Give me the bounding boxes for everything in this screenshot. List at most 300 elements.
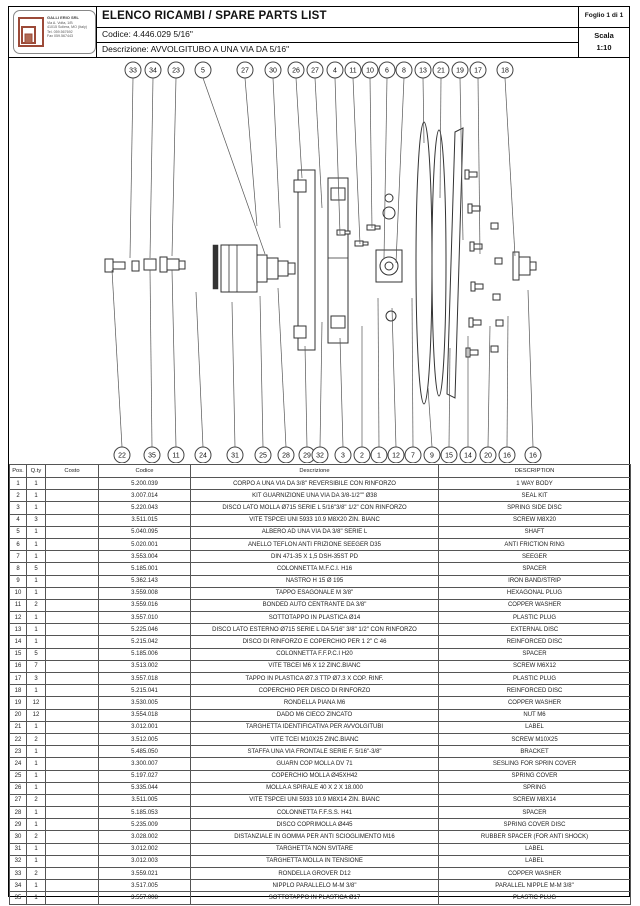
table-cell: SCREW M6X12 bbox=[439, 660, 631, 672]
table-cell: 12 bbox=[27, 709, 46, 721]
table-cell: DIN 471-35 X 1,5 DSH-35ST PD bbox=[191, 551, 439, 563]
table-row bbox=[10, 880, 631, 892]
table-cell bbox=[46, 624, 99, 636]
table-cell: 1 bbox=[27, 612, 46, 624]
table-row bbox=[10, 575, 631, 587]
table-cell bbox=[46, 794, 99, 806]
table-cell: 1 bbox=[27, 782, 46, 794]
table-cell: 3 bbox=[27, 514, 46, 526]
header-divider-left bbox=[96, 7, 97, 57]
table-cell: 2 bbox=[27, 831, 46, 843]
balloon-31 bbox=[227, 302, 243, 463]
table-row bbox=[10, 685, 631, 697]
table-cell: 1 bbox=[27, 587, 46, 599]
table-cell: 8 bbox=[10, 563, 27, 575]
svg-text:27: 27 bbox=[241, 67, 249, 75]
svg-text:11: 11 bbox=[172, 452, 180, 460]
table-cell: 5.362.143 bbox=[99, 575, 191, 587]
table-cell: 1 bbox=[27, 843, 46, 855]
balloon-22 bbox=[112, 270, 130, 463]
table-cell: 10 bbox=[10, 587, 27, 599]
table-cell: 2 bbox=[10, 490, 27, 502]
table-row bbox=[10, 490, 631, 502]
table-row bbox=[10, 819, 631, 831]
table-cell: 5.185.006 bbox=[99, 648, 191, 660]
svg-text:3: 3 bbox=[341, 452, 345, 460]
table-cell: 3.028.002 bbox=[99, 831, 191, 843]
title-block bbox=[8, 6, 630, 58]
svg-text:7: 7 bbox=[411, 452, 415, 460]
table-cell: SPACER bbox=[439, 648, 631, 660]
table-row bbox=[10, 855, 631, 867]
table-cell: 1 bbox=[27, 758, 46, 770]
svg-text:26: 26 bbox=[292, 67, 300, 75]
table-cell: HEXAGONAL PLUG bbox=[439, 587, 631, 599]
table-row bbox=[10, 551, 631, 563]
table-row bbox=[10, 538, 631, 550]
table-cell: RUBBER SPACER (FOR ANTI SHOCK) bbox=[439, 831, 631, 843]
table-cell: 13 bbox=[10, 624, 27, 636]
table-cell: 3.012.001 bbox=[99, 721, 191, 733]
table-cell: SPRING SIDE DISC bbox=[439, 502, 631, 514]
table-cell: 5.235.009 bbox=[99, 819, 191, 831]
table-cell: SPRING COVER bbox=[439, 770, 631, 782]
table-cell bbox=[46, 697, 99, 709]
table-cell: 25 bbox=[10, 770, 27, 782]
table-row bbox=[10, 526, 631, 538]
table-cell: 3.559.016 bbox=[99, 599, 191, 611]
table-cell: COLONNETTA F.F.P.C.I H20 bbox=[191, 648, 439, 660]
table-cell: 3.554.018 bbox=[99, 709, 191, 721]
balloon-17 bbox=[470, 62, 486, 254]
table-cell: 18 bbox=[10, 685, 27, 697]
svg-text:16: 16 bbox=[503, 452, 511, 460]
right-bolts bbox=[465, 170, 483, 357]
table-cell: 3 bbox=[27, 673, 46, 685]
table-row bbox=[10, 514, 631, 526]
table-cell: 31 bbox=[10, 843, 27, 855]
svg-text:30: 30 bbox=[269, 67, 277, 75]
svg-text:6: 6 bbox=[385, 67, 389, 75]
table-cell bbox=[46, 685, 99, 697]
table-cell: COPERCHIO MOLLA Ø45XH42 bbox=[191, 770, 439, 782]
table-cell bbox=[46, 538, 99, 550]
balloon-10 bbox=[362, 62, 378, 228]
table-cell bbox=[46, 843, 99, 855]
table-cell: 24 bbox=[10, 758, 27, 770]
col-pos: Pos. bbox=[10, 465, 27, 478]
balloon-18 bbox=[497, 62, 515, 256]
table-cell: SHAFT bbox=[439, 526, 631, 538]
table-cell bbox=[46, 831, 99, 843]
table-cell: 5.335.044 bbox=[99, 782, 191, 794]
table-cell: LABEL bbox=[439, 843, 631, 855]
table-cell: COPERCHIO PER DISCO DI RINFORZO bbox=[191, 685, 439, 697]
svg-text:20: 20 bbox=[484, 452, 492, 460]
svg-text:14: 14 bbox=[464, 452, 472, 460]
table-cell: 1 bbox=[27, 807, 46, 819]
svg-text:13: 13 bbox=[419, 67, 427, 75]
svg-text:5: 5 bbox=[201, 67, 205, 75]
table-cell: 2 bbox=[27, 733, 46, 745]
table-cell: 23 bbox=[10, 746, 27, 758]
table-row bbox=[10, 502, 631, 514]
table-cell: SEEGER bbox=[439, 551, 631, 563]
table-cell bbox=[46, 673, 99, 685]
table-cell: 4 bbox=[10, 514, 27, 526]
table-cell: TAPPO IN PLASTICA Ø7.3 TTP Ø7.3 X COP. RINF. bbox=[191, 673, 439, 685]
table-cell: REINFORCED DISC bbox=[439, 685, 631, 697]
table-cell: 35 bbox=[10, 892, 27, 904]
table-cell: ANTI FRICTION RING bbox=[439, 538, 631, 550]
table-cell: DISCO LATO ESTERNO Ø715 SERIE L DA 5/16" 3/8" 1/2" CON RINFORZO bbox=[191, 624, 439, 636]
table-cell: RONDELLA PIANA M6 bbox=[191, 697, 439, 709]
svg-text:23: 23 bbox=[172, 67, 180, 75]
table-cell: 1 bbox=[27, 855, 46, 867]
table-row bbox=[10, 721, 631, 733]
table-cell: 20 bbox=[10, 709, 27, 721]
table-cell: 3.012.002 bbox=[99, 843, 191, 855]
balloon-27 bbox=[237, 62, 257, 226]
svg-text:35: 35 bbox=[148, 452, 156, 460]
table-cell bbox=[46, 880, 99, 892]
table-cell: 5.485.050 bbox=[99, 746, 191, 758]
table-cell: PARALLEL NIPPLE M-M 3/8" bbox=[439, 880, 631, 892]
table-cell: 3.530.005 bbox=[99, 697, 191, 709]
table-row bbox=[10, 746, 631, 758]
table-cell: 1 bbox=[27, 478, 46, 490]
svg-text:28: 28 bbox=[282, 452, 290, 460]
table-cell: 1 bbox=[27, 685, 46, 697]
svg-text:2: 2 bbox=[360, 452, 364, 460]
svg-text:34: 34 bbox=[149, 67, 157, 75]
table-cell: SCREW M10X25 bbox=[439, 733, 631, 745]
table-cell: 3.007.014 bbox=[99, 490, 191, 502]
table-cell bbox=[46, 721, 99, 733]
table-cell: COPPER WASHER bbox=[439, 697, 631, 709]
table-cell bbox=[46, 587, 99, 599]
table-cell bbox=[46, 733, 99, 745]
balloon-2 bbox=[354, 326, 370, 463]
table-cell bbox=[46, 526, 99, 538]
table-cell: 30 bbox=[10, 831, 27, 843]
table-cell bbox=[46, 490, 99, 502]
table-cell bbox=[46, 599, 99, 611]
table-cell: SESLING FOR SPRIN COVER bbox=[439, 758, 631, 770]
balloon-5 bbox=[195, 62, 265, 254]
table-cell: NIPPLO PARALLELO M-M 3/8" bbox=[191, 880, 439, 892]
balloon-28 bbox=[278, 288, 294, 463]
table-cell: 1 bbox=[27, 502, 46, 514]
table-cell: 28 bbox=[10, 807, 27, 819]
table-cell: 7 bbox=[10, 551, 27, 563]
table-cell: 6 bbox=[10, 538, 27, 550]
table-cell: 5 bbox=[10, 526, 27, 538]
table-cell: SPRING COVER DISC bbox=[439, 819, 631, 831]
table-cell: 5.020.001 bbox=[99, 538, 191, 550]
table-cell: 1 bbox=[27, 892, 46, 904]
table-cell: 5.185.053 bbox=[99, 807, 191, 819]
table-cell: 5 bbox=[27, 563, 46, 575]
document-title: ELENCO RICAMBI / SPARE PARTS LIST bbox=[102, 10, 327, 22]
table-cell bbox=[46, 612, 99, 624]
table-cell: ANELLO TEFLON ANTI FRIZIONE SEEGER D35 bbox=[191, 538, 439, 550]
header-rule-1 bbox=[96, 27, 629, 28]
table-row bbox=[10, 563, 631, 575]
table-cell: VITE TSPCEI UNI 5933 10.9 M8X20 ZIN. BIANC bbox=[191, 514, 439, 526]
table-row bbox=[10, 782, 631, 794]
svg-text:21: 21 bbox=[437, 67, 445, 75]
scale-label: Scala bbox=[594, 31, 614, 40]
svg-text:4: 4 bbox=[333, 67, 337, 75]
table-row bbox=[10, 831, 631, 843]
table-cell: 3.513.002 bbox=[99, 660, 191, 672]
balloon-16 bbox=[525, 290, 541, 463]
table-cell: SPACER bbox=[439, 563, 631, 575]
table-cell: 1 bbox=[27, 746, 46, 758]
table-cell: 3.557.018 bbox=[99, 673, 191, 685]
balloon-34 bbox=[145, 62, 161, 258]
balloon-3 bbox=[335, 338, 351, 463]
col-codice: Codice bbox=[99, 465, 191, 478]
svg-text:16: 16 bbox=[529, 452, 537, 460]
table-cell: 5.185.001 bbox=[99, 563, 191, 575]
table-row bbox=[10, 758, 631, 770]
table-cell: DADO M6 CIECO ZINCATO bbox=[191, 709, 439, 721]
table-cell: 5 bbox=[27, 648, 46, 660]
table-cell: 3.557.008 bbox=[99, 892, 191, 904]
table-cell: 11 bbox=[10, 599, 27, 611]
balloon-16 bbox=[499, 316, 515, 463]
table-cell: 1 bbox=[27, 575, 46, 587]
table-cell: 7 bbox=[27, 660, 46, 672]
table-cell: 1 bbox=[27, 551, 46, 563]
table-cell: RONDELLA GROVER D12 bbox=[191, 868, 439, 880]
col-descrizione: Descrizione bbox=[191, 465, 439, 478]
table-cell: SPRING bbox=[439, 782, 631, 794]
balloon-35 bbox=[144, 270, 160, 463]
table-cell bbox=[46, 636, 99, 648]
col-qty: Q.ty bbox=[27, 465, 46, 478]
scale-value: 1:10 bbox=[596, 43, 612, 52]
table-cell bbox=[46, 819, 99, 831]
svg-text:29: 29 bbox=[303, 452, 311, 460]
table-cell: COPPER WASHER bbox=[439, 868, 631, 880]
table-cell: SOTTOTAPPO IN PLASTICA Ø17 bbox=[191, 892, 439, 904]
svg-text:9: 9 bbox=[430, 452, 434, 460]
table-cell bbox=[46, 807, 99, 819]
exploded-view-drawing bbox=[10, 58, 630, 463]
table-cell: EXTERNAL DISC bbox=[439, 624, 631, 636]
table-row bbox=[10, 636, 631, 648]
table-cell: 1 bbox=[27, 526, 46, 538]
table-cell: SCREW M8X14 bbox=[439, 794, 631, 806]
table-cell bbox=[46, 478, 99, 490]
svg-text:24: 24 bbox=[199, 452, 207, 460]
svg-text:17: 17 bbox=[474, 67, 482, 75]
table-cell bbox=[46, 563, 99, 575]
table-cell: 29 bbox=[10, 819, 27, 831]
balloon-11 bbox=[168, 270, 184, 463]
table-cell: COLONNETTA F.F.S.S. H41 bbox=[191, 807, 439, 819]
table-cell: 1 bbox=[27, 538, 46, 550]
table-cell: NUT M6 bbox=[439, 709, 631, 721]
table-cell: 14 bbox=[10, 636, 27, 648]
table-cell bbox=[46, 514, 99, 526]
table-cell: 3.511.015 bbox=[99, 514, 191, 526]
table-cell bbox=[46, 648, 99, 660]
table-cell: BRACKET bbox=[439, 746, 631, 758]
table-cell: IRON BAND/STRIP bbox=[439, 575, 631, 587]
balloon-25 bbox=[255, 296, 271, 463]
table-cell: KIT GUARNIZIONE UNA VIA DA 3/8-1/2"" Ø38 bbox=[191, 490, 439, 502]
table-row bbox=[10, 612, 631, 624]
table-cell: 27 bbox=[10, 794, 27, 806]
table-cell: 26 bbox=[10, 782, 27, 794]
col-costo: Costo bbox=[46, 465, 99, 478]
table-cell: 5.215.041 bbox=[99, 685, 191, 697]
table-cell: 1 WAY BODY bbox=[439, 478, 631, 490]
table-cell: 3.553.004 bbox=[99, 551, 191, 563]
balloon-1 bbox=[371, 298, 387, 463]
table-row bbox=[10, 660, 631, 672]
table-cell: 3.012.003 bbox=[99, 855, 191, 867]
table-row bbox=[10, 709, 631, 721]
table-cell bbox=[46, 575, 99, 587]
table-cell: 5.040.095 bbox=[99, 526, 191, 538]
table-cell: 1 bbox=[27, 819, 46, 831]
table-cell: BONDED AUTO CENTRANTE DA 3/8" bbox=[191, 599, 439, 611]
table-cell: 33 bbox=[10, 868, 27, 880]
table-cell: CORPO A UNA VIA DA 3/8" REVERSIBILE CON RINFORZO bbox=[191, 478, 439, 490]
table-cell: ALBERO AD UNA VIA DA 3/8" SERIE L bbox=[191, 526, 439, 538]
code-line: Codice: 4.446.029 5/16" bbox=[102, 29, 193, 39]
sheet-number: Foglio 1 di 1 bbox=[584, 12, 624, 19]
description-line: Descrizione: AVVOLGITUBO A UNA VIA DA 5/16" bbox=[102, 44, 290, 54]
logo-icon bbox=[18, 17, 44, 47]
table-cell: TARGHETTA IDENTIFICATIVA PER AVVOLGITUBI bbox=[191, 721, 439, 733]
parts-table bbox=[9, 464, 631, 905]
table-cell: COLONNETTA M.F.C.I. H16 bbox=[191, 563, 439, 575]
table-cell: 17 bbox=[10, 673, 27, 685]
svg-text:11: 11 bbox=[349, 67, 357, 75]
svg-text:1: 1 bbox=[377, 452, 381, 460]
balloon-24 bbox=[195, 292, 211, 463]
table-cell bbox=[46, 758, 99, 770]
svg-text:8: 8 bbox=[402, 67, 406, 75]
table-cell: 32 bbox=[10, 855, 27, 867]
table-cell bbox=[46, 502, 99, 514]
table-cell: 1 bbox=[27, 490, 46, 502]
table-row bbox=[10, 648, 631, 660]
table-row bbox=[10, 868, 631, 880]
table-cell: PLASTIC PLUG bbox=[439, 673, 631, 685]
exploded-parts bbox=[105, 122, 536, 404]
balloon-12 bbox=[388, 308, 404, 463]
table-row bbox=[10, 697, 631, 709]
table-cell: 12 bbox=[10, 612, 27, 624]
table-row bbox=[10, 673, 631, 685]
table-cell bbox=[46, 746, 99, 758]
table-cell: 1 bbox=[27, 880, 46, 892]
svg-text:33: 33 bbox=[129, 67, 137, 75]
table-cell: TARGHETTA NON SVITARE bbox=[191, 843, 439, 855]
table-cell: 5.200.039 bbox=[99, 478, 191, 490]
table-row bbox=[10, 794, 631, 806]
table-row bbox=[10, 624, 631, 636]
table-cell: 19 bbox=[10, 697, 27, 709]
svg-text:19: 19 bbox=[456, 67, 464, 75]
table-row bbox=[10, 733, 631, 745]
table-row bbox=[10, 770, 631, 782]
logo-text: GALLI ERIO SRL Via A. Volta, 1/B 41015 Soliera, MO (Italy) Tel. 059.567692 Fax 059.567443 bbox=[47, 15, 87, 39]
table-cell: VITE TBCEI M6 X 12 ZINC.BIANC bbox=[191, 660, 439, 672]
table-row bbox=[10, 843, 631, 855]
table-cell: GUARN COP MOLLA DV 71 bbox=[191, 758, 439, 770]
table-cell: 1 bbox=[27, 636, 46, 648]
table-cell: 9 bbox=[10, 575, 27, 587]
header-rule-2 bbox=[96, 42, 578, 43]
balloon-30 bbox=[265, 62, 281, 228]
table-cell: NASTRO H 15 Ø 195 bbox=[191, 575, 439, 587]
table-cell: 1 bbox=[27, 624, 46, 636]
parts-table-body bbox=[10, 478, 631, 905]
table-cell: 2 bbox=[27, 599, 46, 611]
table-cell: 3.557.010 bbox=[99, 612, 191, 624]
svg-text:31: 31 bbox=[231, 452, 239, 460]
table-cell: REINFORCED DISC bbox=[439, 636, 631, 648]
svg-text:15: 15 bbox=[445, 452, 453, 460]
table-cell bbox=[46, 709, 99, 721]
table-cell: VITE TCEI M10X25 ZINC.BIANC bbox=[191, 733, 439, 745]
table-cell: 12 bbox=[27, 697, 46, 709]
table-cell: 15 bbox=[10, 648, 27, 660]
table-cell: COPPER WASHER bbox=[439, 599, 631, 611]
balloon-8 bbox=[396, 62, 412, 263]
table-cell: LABEL bbox=[439, 855, 631, 867]
col-description: DESCRIPTION bbox=[439, 465, 631, 478]
table-cell: 2 bbox=[27, 868, 46, 880]
table-cell: 22 bbox=[10, 733, 27, 745]
table-cell: 5.225.046 bbox=[99, 624, 191, 636]
balloon-23 bbox=[168, 62, 184, 256]
table-cell bbox=[46, 660, 99, 672]
table-cell bbox=[46, 551, 99, 563]
table-cell: PLASTIC PLUG bbox=[439, 612, 631, 624]
balloon-29 bbox=[299, 346, 315, 463]
svg-text:25: 25 bbox=[259, 452, 267, 460]
table-cell: SPACER bbox=[439, 807, 631, 819]
table-cell: 16 bbox=[10, 660, 27, 672]
table-cell: DISCO DI RINFORZO E COPERCHIO PER 1 2" C 46 bbox=[191, 636, 439, 648]
table-cell: 3.559.008 bbox=[99, 587, 191, 599]
table-cell: 21 bbox=[10, 721, 27, 733]
table-cell: TARGHETTA MOLLA IN TENSIONE bbox=[191, 855, 439, 867]
table-cell bbox=[46, 868, 99, 880]
table-cell: LABEL bbox=[439, 721, 631, 733]
table-header-row bbox=[10, 465, 631, 478]
balloon-26 bbox=[288, 62, 304, 178]
table-cell: 5.220.043 bbox=[99, 502, 191, 514]
table-cell: DISCO LATO MOLLA Ø715 SERIE L 5/16"3/8" 1/2" CON RINFORZO bbox=[191, 502, 439, 514]
table-cell: DISTANZIALE IN GOMMA PER ANTI SCIOGLIMENTO M16 bbox=[191, 831, 439, 843]
svg-text:22: 22 bbox=[118, 452, 126, 460]
table-cell: SCREW M8X20 bbox=[439, 514, 631, 526]
svg-text:32: 32 bbox=[316, 452, 324, 460]
svg-text:27: 27 bbox=[311, 67, 319, 75]
table-cell: 34 bbox=[10, 880, 27, 892]
balloon-33 bbox=[125, 62, 141, 258]
